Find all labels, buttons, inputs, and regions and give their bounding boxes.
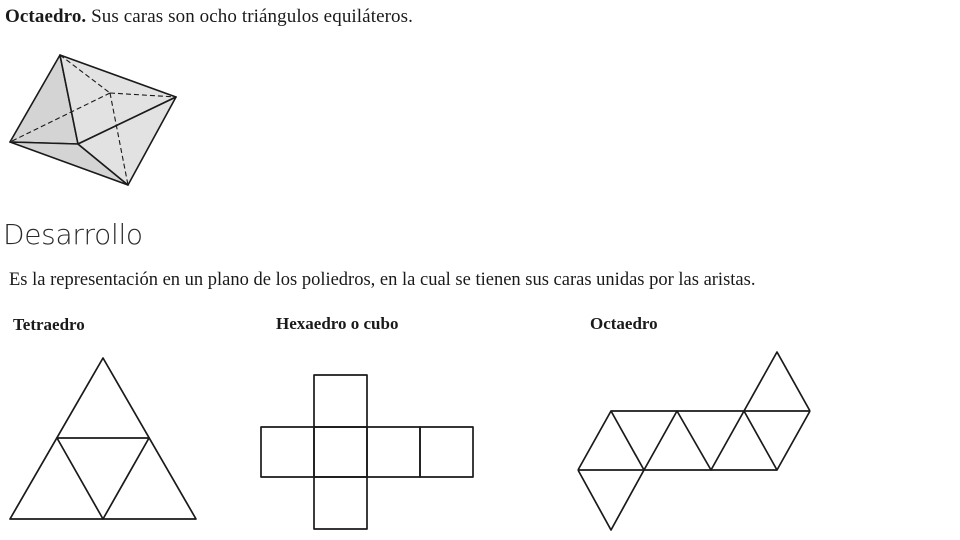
- octa-net-bottom-triangle: [578, 470, 644, 530]
- octahedron-net: [578, 352, 810, 530]
- tetrahedron-net: [10, 358, 196, 519]
- cube-net-face-right: [367, 427, 420, 477]
- octahedron-term: Octaedro.: [5, 6, 87, 27]
- tetra-net-inner-triangle: [57, 438, 149, 519]
- cube-net-face-top: [314, 375, 367, 427]
- section-heading: Desarrollo: [3, 218, 143, 251]
- cube-net-face-bottom: [314, 477, 367, 529]
- octahedron-definition-text: Sus caras son ocho triángulos equiláteros.: [86, 6, 413, 27]
- cube-net-face-left: [261, 427, 314, 477]
- net-label-cube: Hexaedro o cubo: [276, 314, 399, 333]
- net-label-tetrahedron: Tetraedro: [13, 315, 85, 334]
- cube-net-face-center: [314, 427, 367, 477]
- octahedron-3d-figure: [10, 55, 176, 185]
- net-label-octahedron: Octaedro: [590, 314, 658, 333]
- cube-net-face-far-right: [420, 427, 473, 477]
- octa-net-zigzag: [578, 411, 810, 470]
- section-description: Es la representación en un plano de los poliedros, en la cual se tienen sus caras unidas por las aristas.: [9, 270, 756, 290]
- octa-net-top-triangle: [744, 352, 810, 411]
- cube-net: [261, 375, 473, 529]
